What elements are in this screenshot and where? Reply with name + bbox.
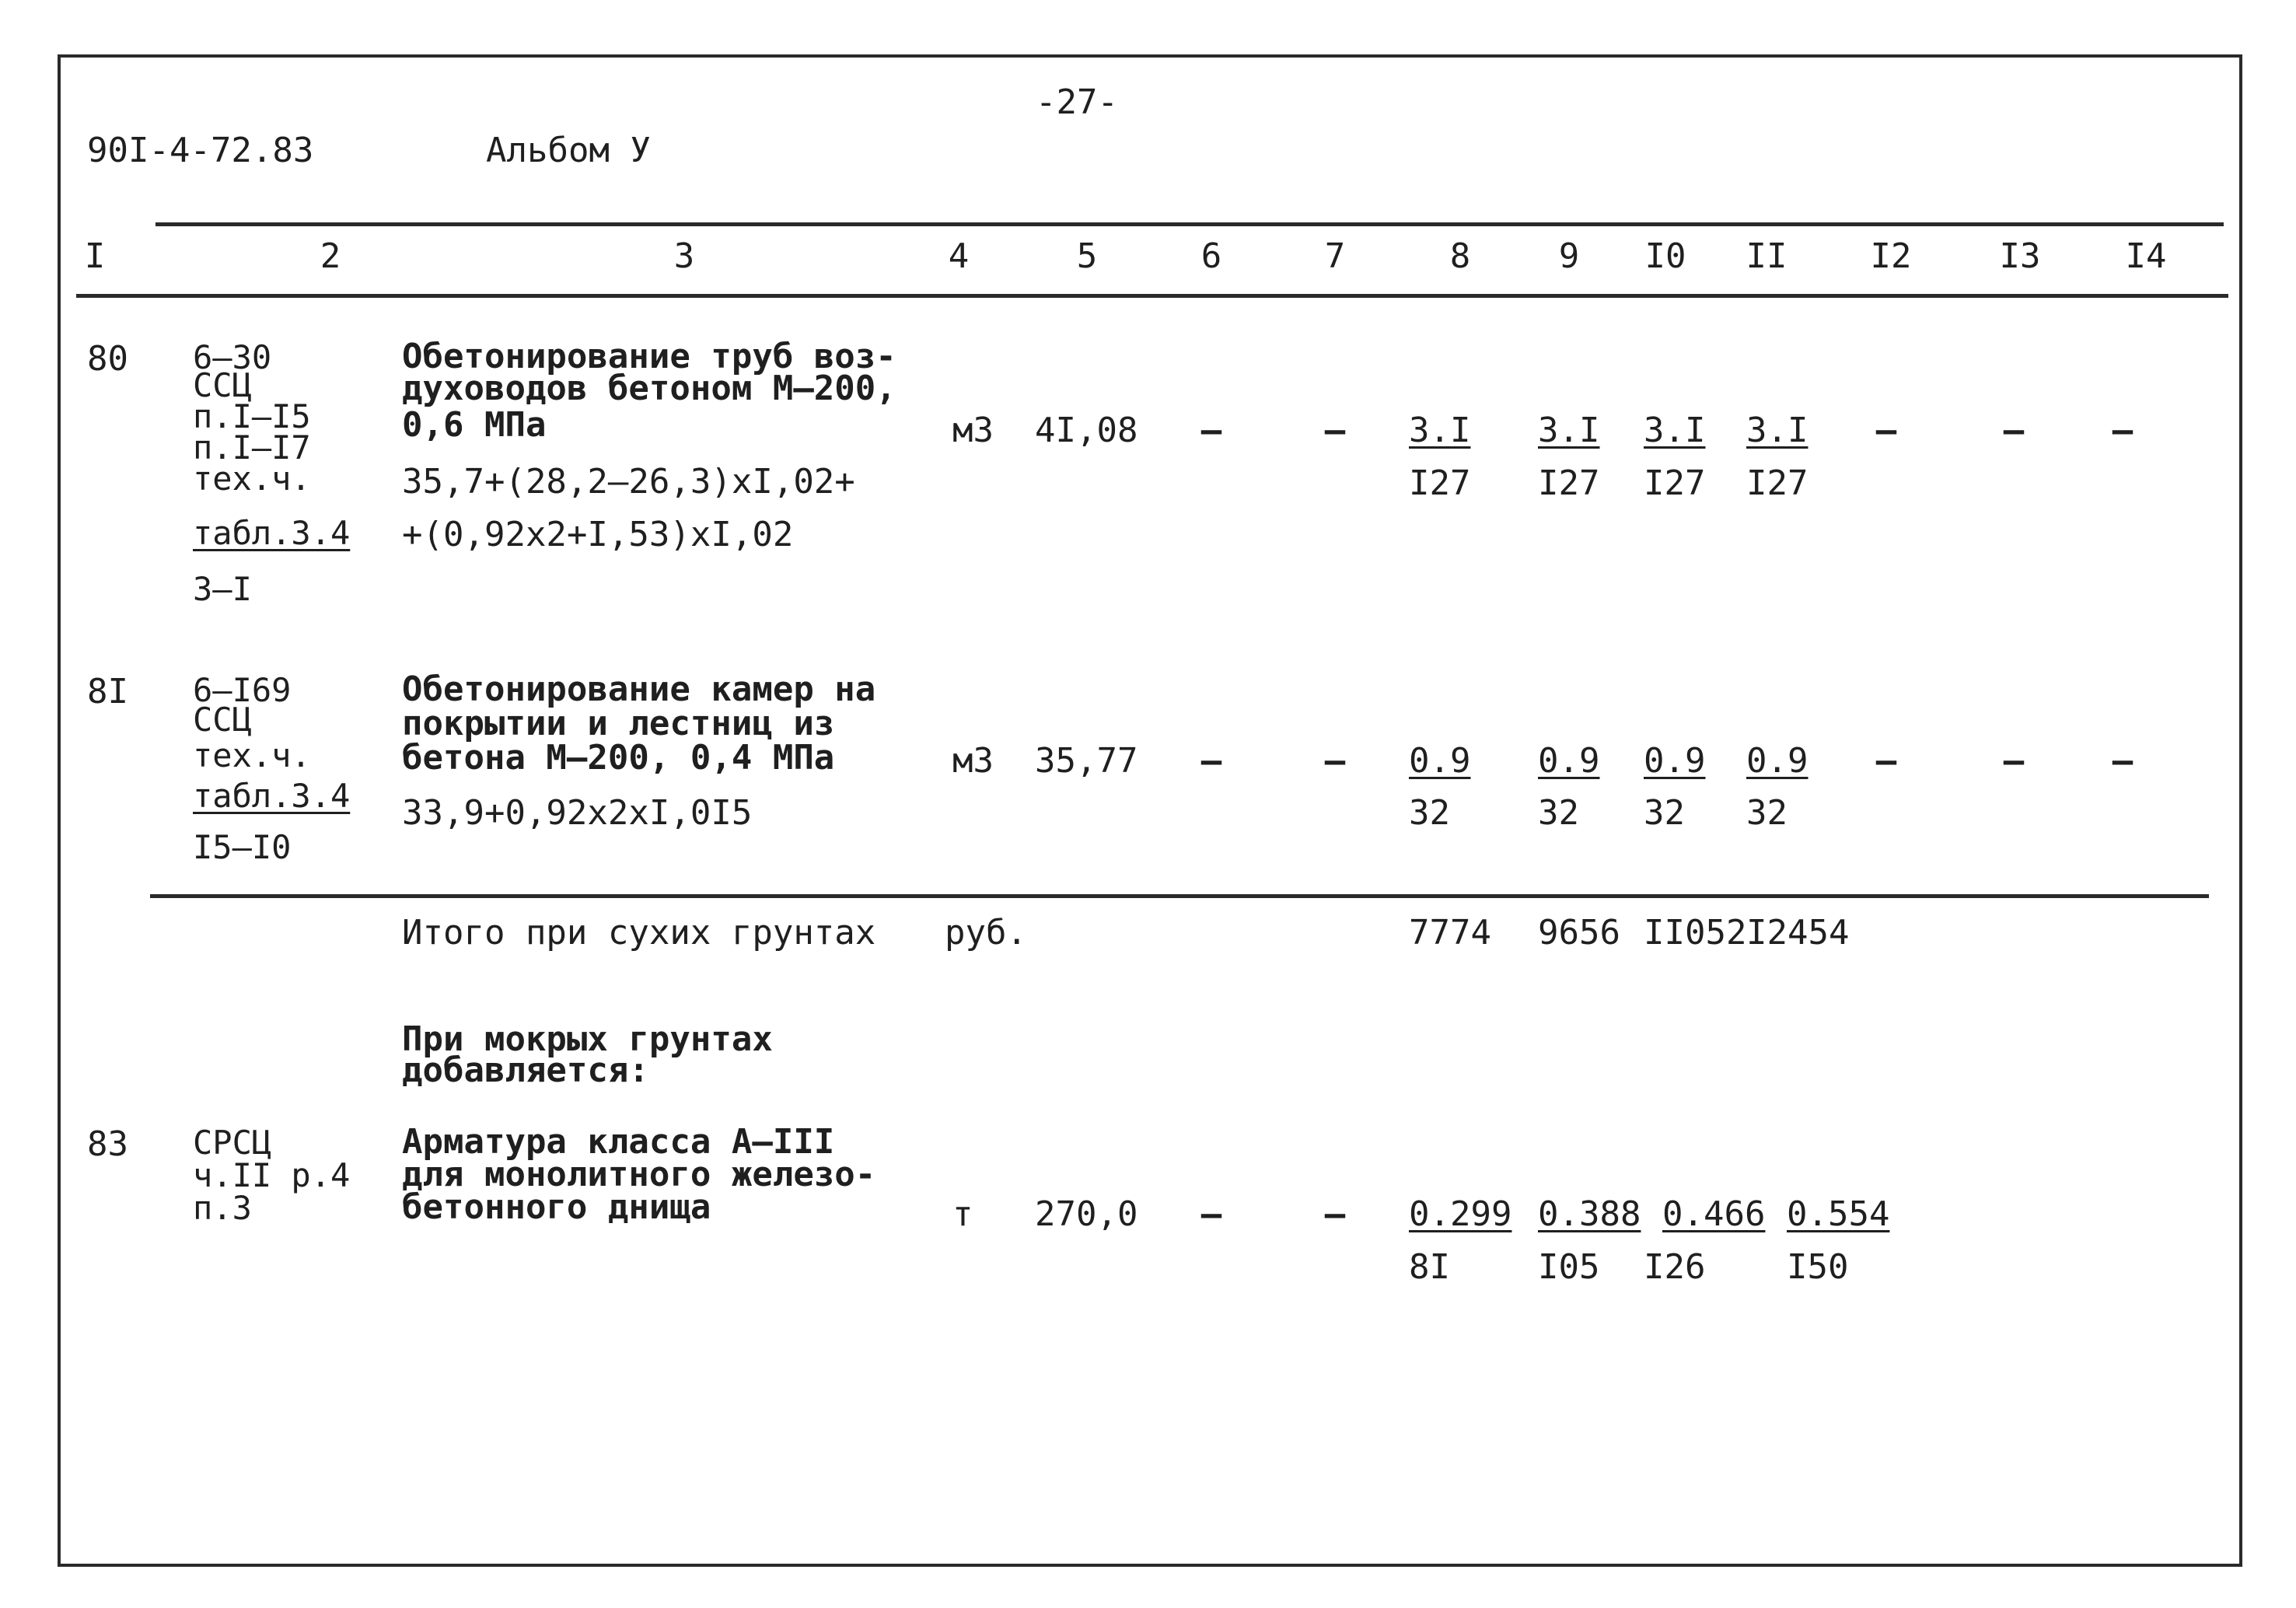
row-81-col-6: – — [1200, 741, 1222, 781]
row-80-col-8-top: 3.I — [1409, 411, 1471, 450]
column-header-8: 8 — [1449, 236, 1471, 276]
row-81-col-9-top: 0.9 — [1538, 741, 1600, 781]
row-80-number: 80 — [87, 339, 128, 379]
column-header-6: 6 — [1200, 236, 1222, 276]
row-81-col-9-bottom: 32 — [1538, 793, 1579, 833]
row-80-unit: м3 — [952, 411, 994, 450]
row-81-formula-line-1: 33,9+0,92x2xI,0I5 — [402, 793, 753, 833]
wet-soil-line-1: При мокрых грунтах — [402, 1019, 773, 1059]
row-83-col-8-bottom: 8I — [1409, 1247, 1450, 1287]
row-81-ref-line-2: ССЦ — [193, 701, 252, 739]
total-unit: руб. — [945, 913, 1027, 953]
row-83-unit: т — [952, 1194, 973, 1234]
row-80-col-14: – — [2112, 411, 2133, 450]
column-header-3: 3 — [673, 236, 695, 276]
total-col-9: 9656 — [1538, 913, 1620, 953]
row-80-description-line-3: 0,6 МПа — [402, 405, 547, 445]
row-81-number: 8I — [87, 672, 128, 711]
row-81-description-line-2: покрытии и лестниц из — [402, 704, 835, 743]
row-80-col-10-top: 3.I — [1644, 411, 1706, 450]
row-81-col-14: – — [2112, 741, 2133, 781]
column-header-1: I — [84, 236, 106, 276]
row-81-col-11-top: 0.9 — [1746, 741, 1808, 781]
row-83-ref-line-1: СРСЦ — [193, 1124, 272, 1162]
header-bottom-rule — [76, 294, 2228, 298]
total-separator-rule — [150, 894, 2209, 898]
row-80-formula-line-1: 35,7+(28,2–26,3)xI,02+ — [402, 462, 855, 502]
row-83-col-10-top: 0.466 — [1662, 1194, 1766, 1234]
column-header-12: I2 — [1870, 236, 1912, 276]
column-header-2: 2 — [320, 236, 341, 276]
row-81-col-10-bottom: 32 — [1644, 793, 1685, 833]
row-81-col-11-bottom: 32 — [1746, 793, 1788, 833]
row-80-col-11-bottom: I27 — [1746, 463, 1808, 503]
row-81-description-line-1: Обетонирование камер на — [402, 669, 876, 709]
row-80-ref-line-6: табл.3.4 — [193, 514, 351, 552]
column-header-4: 4 — [948, 236, 970, 276]
column-header-13: I3 — [1999, 236, 2041, 276]
row-80-ref-line-7: 3–I — [193, 570, 252, 608]
row-83-col-6: – — [1200, 1194, 1222, 1234]
row-80-col-11-top: 3.I — [1746, 411, 1808, 450]
column-header-14: I4 — [2125, 236, 2167, 276]
row-80-ref-line-1: 6–30 — [193, 338, 272, 376]
row-83-description-line-1: Арматура класса А–III — [402, 1122, 835, 1162]
wet-soil-line-2: добавляется: — [402, 1050, 649, 1090]
row-81-ref-line-1: 6–I69 — [193, 671, 292, 709]
row-83-col-11-bottom: I50 — [1787, 1247, 1849, 1287]
page-frame — [58, 54, 2242, 1567]
row-83-ref-line-3: п.3 — [193, 1189, 252, 1227]
row-83-col-8-top: 0.299 — [1409, 1194, 1512, 1234]
column-header-7: 7 — [1324, 236, 1346, 276]
total-col-11: I2454 — [1746, 913, 1850, 953]
row-83-quantity: 270,0 — [1035, 1194, 1138, 1234]
row-80-ref-line-2: ССЦ — [193, 366, 252, 404]
row-80-description-line-1: Обетонирование труб воз- — [402, 337, 896, 376]
row-80-quantity: 4I,08 — [1035, 411, 1138, 450]
row-83-col-9-bottom: I05 — [1538, 1247, 1600, 1287]
row-81-col-8-bottom: 32 — [1409, 793, 1450, 833]
total-col-8: 7774 — [1409, 913, 1491, 953]
total-col-10: II052 — [1644, 913, 1747, 953]
row-80-col-6: – — [1200, 411, 1222, 450]
row-80-col-9-top: 3.I — [1538, 411, 1600, 450]
row-80-col-9-bottom: I27 — [1538, 463, 1600, 503]
row-80-col-12: – — [1875, 411, 1897, 450]
row-80-formula-line-2: +(0,92x2+I,53)xI,02 — [402, 515, 794, 554]
row-83-col-9-top: 0.388 — [1538, 1194, 1641, 1234]
column-header-11: II — [1746, 236, 1788, 276]
page-number: -27- — [1036, 82, 1118, 122]
album-label: Альбом У — [486, 131, 651, 170]
row-80-ref-line-5: тех.ч. — [193, 460, 311, 498]
row-81-col-13: – — [2003, 741, 2025, 781]
row-83-col-10-bottom: I26 — [1644, 1247, 1706, 1287]
row-81-ref-line-4: табл.3.4 — [193, 777, 351, 815]
row-80-col-7: – — [1324, 411, 1346, 450]
row-81-quantity: 35,77 — [1035, 741, 1138, 781]
total-label: Итого при сухих грунтах — [402, 913, 876, 953]
row-81-description-line-3: бетона М–200, 0,4 МПа — [402, 738, 835, 778]
column-header-10: I0 — [1644, 236, 1686, 276]
header-top-rule — [156, 222, 2224, 226]
row-81-col-7: – — [1324, 741, 1346, 781]
row-83-ref-line-2: ч.II р.4 — [193, 1156, 351, 1194]
row-80-description-line-2: духоводов бетоном М–200, — [402, 369, 896, 408]
column-header-5: 5 — [1076, 236, 1098, 276]
row-81-col-12: – — [1875, 741, 1897, 781]
row-81-ref-line-5: I5–I0 — [193, 828, 292, 866]
row-83-number: 83 — [87, 1124, 128, 1164]
row-81-col-10-top: 0.9 — [1644, 741, 1706, 781]
document-code: 90I-4-72.83 — [87, 131, 314, 170]
row-81-unit: м3 — [952, 741, 994, 781]
row-83-col-11-top: 0.554 — [1787, 1194, 1890, 1234]
row-80-col-8-bottom: I27 — [1409, 463, 1471, 503]
row-81-ref-line-3: тех.ч. — [193, 736, 311, 774]
row-80-ref-line-3: п.I–I5 — [193, 397, 311, 435]
row-80-col-13: – — [2003, 411, 2025, 450]
row-83-col-7: – — [1324, 1194, 1346, 1234]
row-83-description-line-3: бетонного днища — [402, 1187, 711, 1227]
row-81-col-8-top: 0.9 — [1409, 741, 1471, 781]
row-80-ref-line-4: п.I–I7 — [193, 428, 311, 467]
column-header-9: 9 — [1558, 236, 1580, 276]
row-80-col-10-bottom: I27 — [1644, 463, 1706, 503]
row-83-description-line-2: для монолитного железо- — [402, 1155, 876, 1194]
